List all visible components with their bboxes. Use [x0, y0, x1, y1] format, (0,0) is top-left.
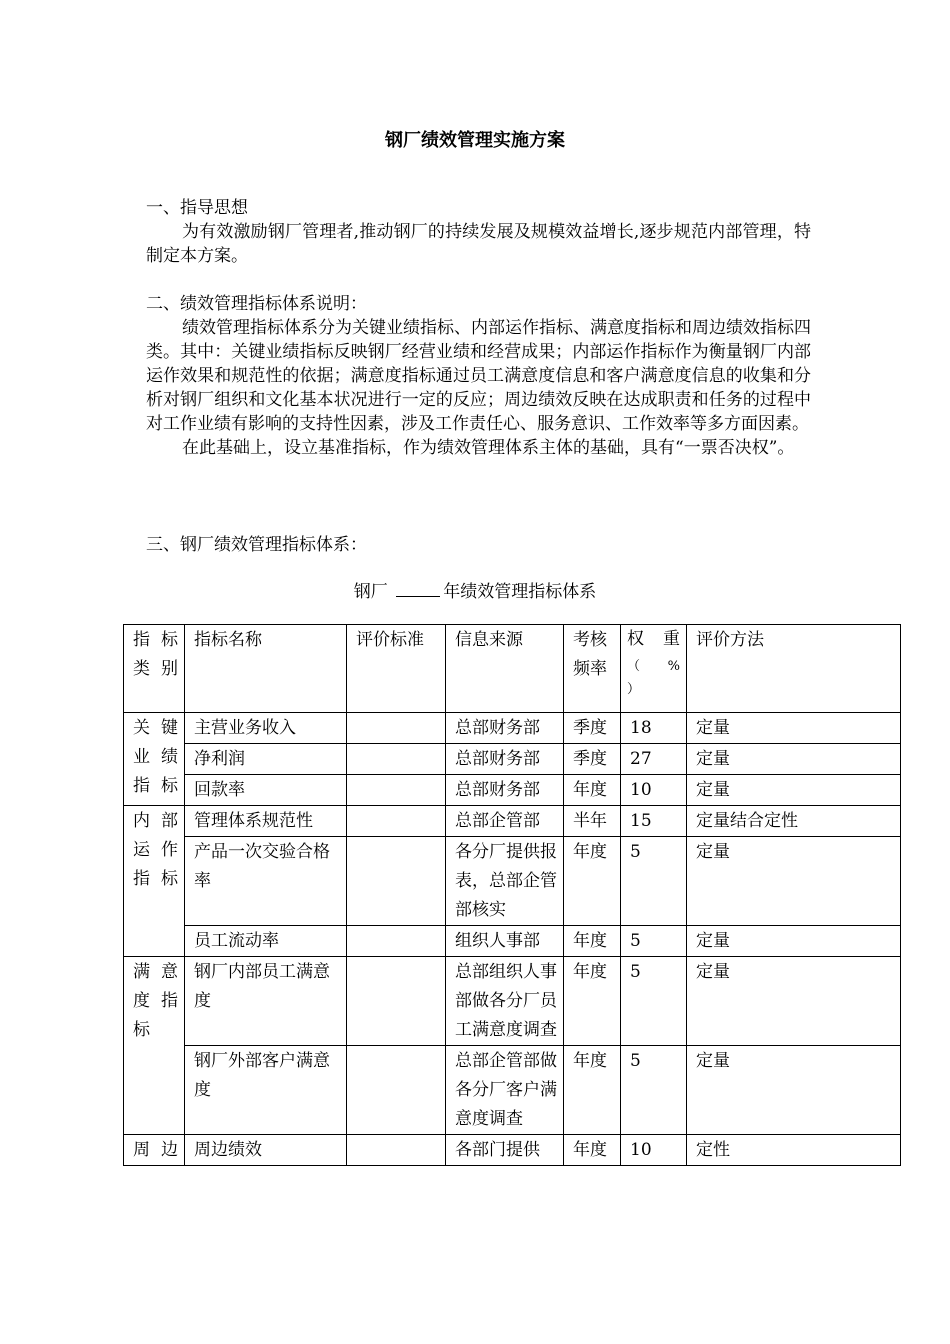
table-row — [124, 1046, 901, 1135]
section-indicator-system — [146, 533, 811, 557]
category-cell: 关键业绩指标 — [124, 713, 185, 806]
cell-weight: 27 — [621, 744, 687, 775]
cell-standard — [347, 713, 446, 744]
cell-method: 定量 — [687, 713, 901, 744]
cell-method: 定量 — [687, 775, 901, 806]
cell-standard — [347, 837, 446, 926]
header-source: 信息来源 — [446, 625, 564, 713]
cell-standard — [347, 957, 446, 1046]
table-caption — [0, 577, 950, 602]
cell-frequency: 年度 — [564, 1135, 621, 1166]
cell-weight: 5 — [621, 957, 687, 1046]
header-standard: 评价标准 — [347, 625, 446, 713]
cell-frequency: 年度 — [564, 926, 621, 957]
cell-source: 总部企管部 — [446, 806, 564, 837]
section-heading: 三、钢厂绩效管理指标体系： — [146, 535, 367, 555]
header-category: 指标类别 — [124, 625, 185, 713]
table-row — [124, 713, 901, 744]
section-heading: 一、指导思想 — [146, 198, 248, 218]
table-row — [124, 926, 901, 957]
cell-weight: 5 — [621, 1046, 687, 1135]
section-heading: 二、绩效管理指标体系说明： — [146, 294, 367, 314]
cell-method: 定量 — [687, 1046, 901, 1135]
header-name: 指标名称 — [185, 625, 347, 713]
cell-method: 定量 — [687, 926, 901, 957]
cell-weight: 10 — [621, 1135, 687, 1166]
cell-standard — [347, 775, 446, 806]
cell-frequency: 年度 — [564, 1046, 621, 1135]
table-row — [124, 1135, 901, 1166]
cell-frequency: 季度 — [564, 713, 621, 744]
section-guiding-idea — [146, 196, 811, 268]
cell-weight: 10 — [621, 775, 687, 806]
category-cell: 满意度指标 — [124, 957, 185, 1135]
cell-standard — [347, 1135, 446, 1166]
cell-method: 定性 — [687, 1135, 901, 1166]
cell-name: 钢厂外部客户满意度 — [185, 1046, 347, 1135]
cell-weight: 15 — [621, 806, 687, 837]
cell-source: 总部财务部 — [446, 713, 564, 744]
cell-name: 主营业务收入 — [185, 713, 347, 744]
category-cell: 周边 — [124, 1135, 185, 1166]
document-title: 钢厂绩效管理实施方案 — [385, 130, 565, 151]
caption-prefix: 钢厂 — [353, 582, 388, 602]
section-paragraph: 为有效激励钢厂管理者,推动钢厂的持续发展及规模效益增长,逐步规范内部管理，特制定本方案。 — [146, 222, 811, 266]
cell-standard — [347, 1046, 446, 1135]
header-weight-unit: （ % — [627, 659, 680, 674]
cell-source: 总部组织人事部做各分厂员工满意度调查 — [446, 957, 564, 1046]
table-header-row — [124, 625, 901, 713]
cell-name: 周边绩效 — [185, 1135, 347, 1166]
header-weight-close: ） — [627, 682, 641, 697]
cell-method: 定量结合定性 — [687, 806, 901, 837]
header-weight-label: 权 重 — [627, 629, 680, 649]
cell-frequency: 季度 — [564, 744, 621, 775]
table-row — [124, 957, 901, 1046]
category-cell: 内部运作指标 — [124, 806, 185, 957]
cell-standard — [347, 806, 446, 837]
cell-standard — [347, 926, 446, 957]
cell-name: 产品一次交验合格率 — [185, 837, 347, 926]
cell-frequency: 年度 — [564, 957, 621, 1046]
cell-name: 管理体系规范性 — [185, 806, 347, 837]
cell-frequency: 半年 — [564, 806, 621, 837]
cell-weight: 18 — [621, 713, 687, 744]
year-blank — [396, 580, 440, 597]
table-row — [124, 775, 901, 806]
cell-standard — [347, 744, 446, 775]
cell-weight: 5 — [621, 837, 687, 926]
header-weight — [621, 625, 687, 713]
cell-source: 总部财务部 — [446, 744, 564, 775]
cell-weight: 5 — [621, 926, 687, 957]
section-paragraph: 在此基础上，设立基准指标，作为绩效管理体系主体的基础，具有“一票否决权”。 — [182, 438, 795, 458]
cell-source: 总部企管部做各分厂客户满意度调查 — [446, 1046, 564, 1135]
indicator-table — [123, 624, 901, 1166]
header-method: 评价方法 — [687, 625, 901, 713]
cell-frequency: 年度 — [564, 775, 621, 806]
cell-method: 定量 — [687, 744, 901, 775]
caption-suffix: 年绩效管理指标体系 — [443, 582, 597, 602]
section-paragraph: 绩效管理指标体系分为关键业绩指标、内部运作指标、满意度指标和周边绩效指标四类。其中：关键业绩指标反映钢厂经营业绩和经营成果；内部运作指标作为衡量钢厂内部运作效果和规范性的依据；满意度指标通过员工满意度信息和客户满意度信息的收集和分析对钢厂组织和文化基本状况进行一定的反应；周边绩效反映在达成职责和任务的过程中对工作业绩有影响的支持性因素，涉及工作责任心、服务意识、工作效率等多方面因素。 — [146, 318, 811, 434]
cell-frequency: 年度 — [564, 837, 621, 926]
table-row — [124, 837, 901, 926]
cell-source: 总部财务部 — [446, 775, 564, 806]
cell-name: 员工流动率 — [185, 926, 347, 957]
table-row — [124, 806, 901, 837]
header-frequency: 考核频率 — [564, 625, 621, 713]
cell-source: 组织人事部 — [446, 926, 564, 957]
cell-name: 钢厂内部员工满意度 — [185, 957, 347, 1046]
cell-method: 定量 — [687, 837, 901, 926]
cell-name: 回款率 — [185, 775, 347, 806]
section-indicator-system-description — [146, 292, 811, 460]
cell-method: 定量 — [687, 957, 901, 1046]
table-row — [124, 744, 901, 775]
cell-name: 净利润 — [185, 744, 347, 775]
cell-source: 各部门提供 — [446, 1135, 564, 1166]
cell-source: 各分厂提供报表，总部企管部核实 — [446, 837, 564, 926]
